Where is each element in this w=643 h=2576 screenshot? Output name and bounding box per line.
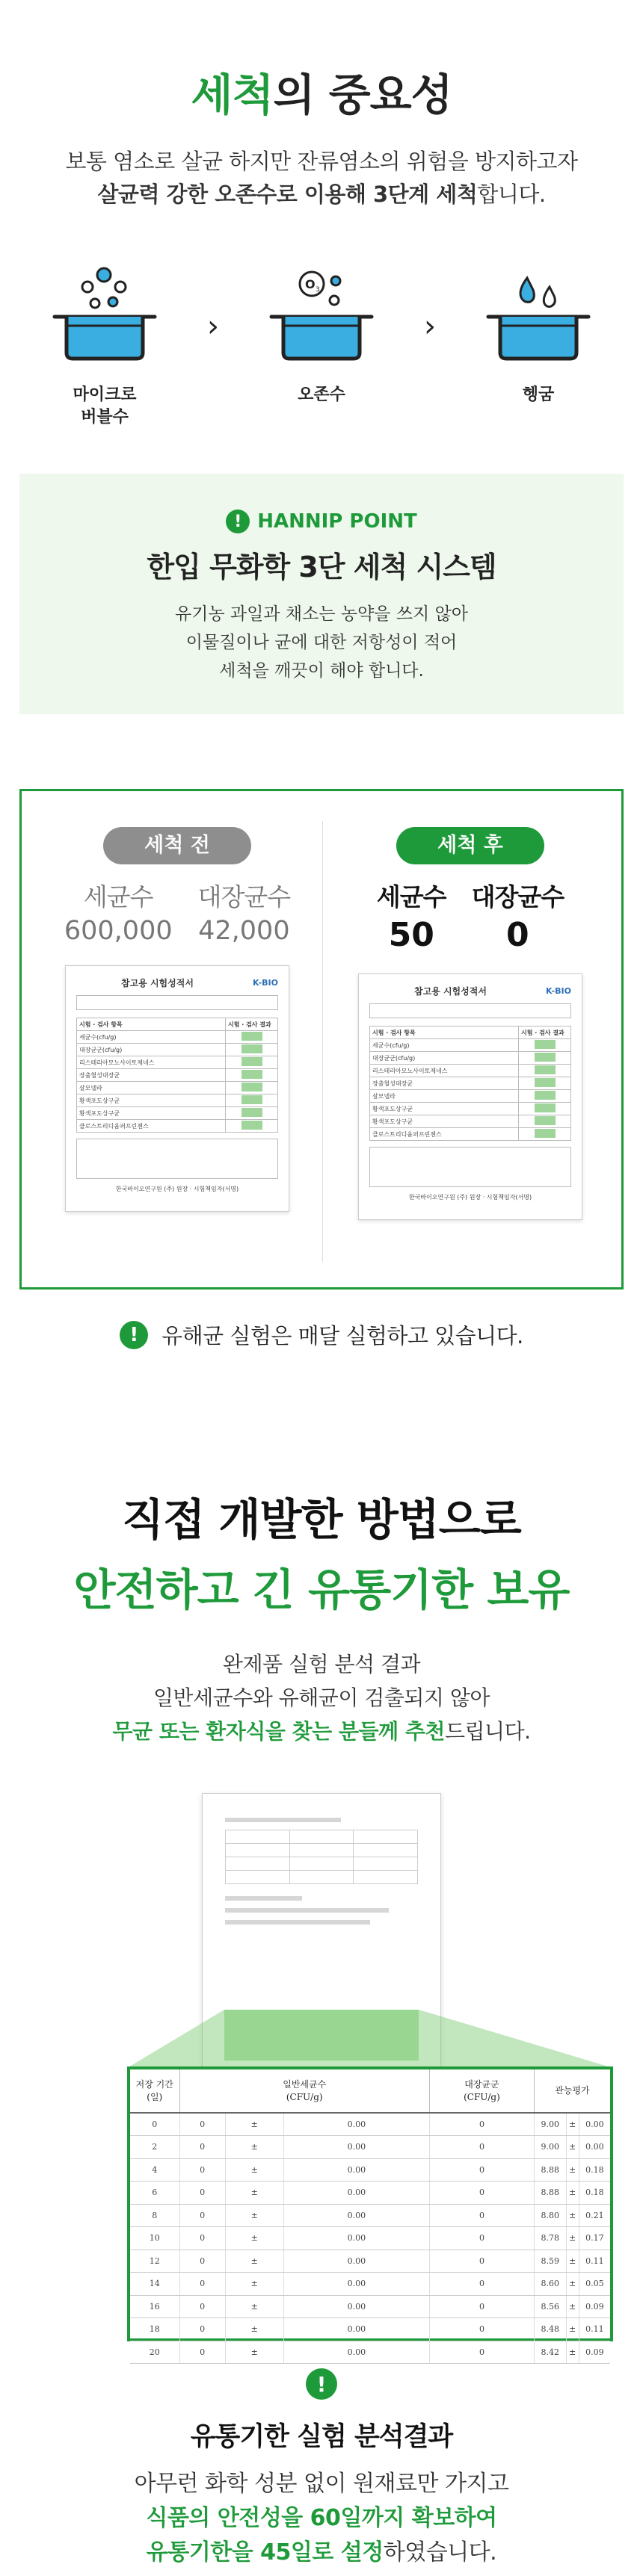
table-cell: 0.00 bbox=[283, 2318, 429, 2341]
table-cell: 8.78 bbox=[534, 2227, 566, 2250]
report-notes bbox=[369, 1147, 571, 1187]
table-cell: 0 bbox=[179, 2158, 225, 2182]
report-item: 황색포도상구균 bbox=[77, 1095, 226, 1107]
table-cell: 0 bbox=[179, 2204, 225, 2227]
shelf-life-table-zoom bbox=[127, 2066, 613, 2357]
table-cell: 0.00 bbox=[283, 2273, 429, 2296]
shelf-life-result bbox=[0, 2368, 643, 2570]
table-cell: 0 bbox=[429, 2318, 534, 2341]
table-cell: ± bbox=[225, 2204, 283, 2227]
result-swatch bbox=[241, 1057, 262, 1066]
table-cell: ± bbox=[566, 2227, 579, 2250]
report-item: 황색포도상구균 bbox=[77, 1107, 226, 1120]
hannip-point-title bbox=[226, 510, 417, 533]
count-value: 600,000 bbox=[64, 916, 173, 946]
table-cell: 0.00 bbox=[283, 2113, 429, 2136]
chevron-right-icon: › bbox=[207, 309, 219, 344]
table-cell: 0.00 bbox=[283, 2158, 429, 2182]
intro-line-2-bold: 살균력 강한 오존수로 이용해 3단계 세척 bbox=[97, 182, 478, 207]
table-cell: 0.00 bbox=[283, 2250, 429, 2273]
report-row bbox=[370, 1090, 571, 1103]
report-result bbox=[519, 1065, 571, 1077]
table-cell: 0 bbox=[429, 2227, 534, 2250]
report-title: 참고용 시험성적서 bbox=[121, 978, 194, 988]
table-cell: ± bbox=[566, 2136, 579, 2159]
table-cell: 8 bbox=[130, 2204, 179, 2227]
table-cell: 0.11 bbox=[579, 2250, 610, 2273]
wash-steps bbox=[37, 264, 606, 429]
table-cell: 20 bbox=[130, 2341, 179, 2364]
table-cell: ± bbox=[225, 2158, 283, 2182]
highlight-area bbox=[224, 2010, 419, 2061]
table-cell: 8.60 bbox=[534, 2273, 566, 2296]
count-item bbox=[377, 878, 446, 954]
intro-line-3-highlight: 무균 또는 환자식을 찾는 분들께 추천 bbox=[112, 1719, 445, 1744]
table-row bbox=[130, 2273, 610, 2296]
title-rest: 의 중요성 bbox=[273, 69, 452, 120]
report-row bbox=[77, 1095, 278, 1107]
exclamation-icon: ! bbox=[226, 510, 250, 533]
table-cell: 0 bbox=[179, 2182, 225, 2205]
result-swatch bbox=[241, 1070, 262, 1079]
count-item bbox=[472, 878, 564, 954]
table-cell: ± bbox=[566, 2273, 579, 2296]
step-ozone bbox=[254, 264, 389, 406]
table-cell: 8.48 bbox=[534, 2318, 566, 2341]
table-row bbox=[130, 2182, 610, 2205]
before-column bbox=[43, 827, 312, 1212]
ozone-pot-icon bbox=[265, 264, 378, 369]
intro-line-1: 완제품 실험 분석 결과 bbox=[222, 1652, 421, 1676]
result-swatch bbox=[535, 1078, 556, 1087]
report-result bbox=[226, 1031, 278, 1044]
report-item: 클로스트리디움퍼프린젠스 bbox=[370, 1128, 519, 1141]
table-cell: 0 bbox=[429, 2204, 534, 2227]
report-result bbox=[226, 1056, 278, 1069]
count-label: 대장균수 bbox=[197, 882, 291, 911]
table-row bbox=[130, 2318, 610, 2341]
report-row bbox=[370, 1052, 571, 1065]
table-cell: 0 bbox=[179, 2227, 225, 2250]
table-cell: ± bbox=[225, 2113, 283, 2136]
report-row bbox=[370, 1065, 571, 1077]
microbubble-pot-icon bbox=[49, 264, 161, 369]
report-item: 장출혈성대장균 bbox=[77, 1069, 226, 1082]
count-item bbox=[198, 878, 291, 946]
after-counts bbox=[336, 878, 605, 954]
table-cell: 0 bbox=[179, 2136, 225, 2159]
result-line-2: 식품의 안전성을 60일까지 확보하여 bbox=[146, 2505, 497, 2531]
report-table bbox=[369, 1026, 571, 1141]
hannip-point-label: HANNIP POINT bbox=[257, 510, 417, 533]
notice-text: 유해균 실험은 매달 실험하고 있습니다. bbox=[161, 1323, 523, 1349]
result-swatch bbox=[241, 1108, 262, 1117]
table-row bbox=[130, 2158, 610, 2182]
svg-text:O: O bbox=[305, 277, 316, 291]
shelf-life-section bbox=[0, 1484, 643, 2357]
result-swatch bbox=[535, 1053, 556, 1062]
table-cell: 0 bbox=[429, 2250, 534, 2273]
table-cell: 0 bbox=[429, 2113, 534, 2136]
report-result bbox=[519, 1090, 571, 1103]
report-header bbox=[76, 976, 278, 989]
step-label: 오존수 bbox=[298, 386, 345, 404]
report-item: 황색포도상구균 bbox=[370, 1115, 519, 1128]
result-line-3-tail: 하였습니다. bbox=[383, 2539, 497, 2566]
report-rows bbox=[370, 1039, 571, 1141]
table-cell: 9.00 bbox=[534, 2113, 566, 2136]
intro-text bbox=[0, 145, 643, 211]
count-value: 42,000 bbox=[198, 916, 290, 946]
shelf-life-table bbox=[130, 2069, 610, 2364]
shelf-life-document bbox=[0, 1793, 643, 2357]
report-result bbox=[226, 1044, 278, 1056]
section-title-line-1: 직접 개발한 방법으로 bbox=[122, 1494, 521, 1545]
shelf-life-rows bbox=[130, 2113, 610, 2364]
report-row bbox=[77, 1056, 278, 1069]
table-row bbox=[130, 2113, 610, 2136]
table-cell: 0 bbox=[179, 2273, 225, 2296]
step-label: 마이크로 버블수 bbox=[73, 386, 137, 427]
before-after-comparison bbox=[19, 789, 624, 1289]
header-days: 저장 기간 (일) bbox=[130, 2069, 179, 2113]
divider bbox=[322, 821, 323, 1262]
report-row bbox=[77, 1044, 278, 1056]
count-value: 50 bbox=[388, 916, 434, 954]
table-cell: 0.00 bbox=[579, 2136, 610, 2159]
report-item: 세균수(cfu/g) bbox=[77, 1031, 226, 1044]
result-title: 유통기한 실험 분석결과 bbox=[190, 2422, 453, 2452]
report-result bbox=[519, 1128, 571, 1141]
table-cell: 8.56 bbox=[534, 2295, 566, 2318]
report-col-result: 시험 · 검사 결과 bbox=[226, 1018, 278, 1031]
table-cell: ± bbox=[225, 2182, 283, 2205]
count-label: 세균수 bbox=[376, 882, 446, 911]
table-row bbox=[130, 2227, 610, 2250]
result-swatch bbox=[535, 1116, 556, 1125]
section-title-line-2: 안전하고 긴 유통기한 보유 bbox=[73, 1564, 570, 1615]
intro-line-1: 보통 염소로 살균 하지만 잔류염소의 위험을 방지하고자 bbox=[65, 149, 578, 174]
report-item: 세균수(cfu/g) bbox=[370, 1039, 519, 1052]
step-microbubble bbox=[37, 264, 172, 429]
table-cell: 0.00 bbox=[283, 2204, 429, 2227]
report-meta bbox=[76, 995, 278, 1010]
report-col-item: 시험 · 검사 항목 bbox=[77, 1018, 226, 1031]
header-sensory: 관능평가 bbox=[534, 2069, 610, 2113]
report-result bbox=[226, 1082, 278, 1095]
intro-line-3-tail: 드립니다. bbox=[444, 1719, 531, 1744]
step-label: 헹굼 bbox=[522, 386, 555, 404]
table-cell: 18 bbox=[130, 2318, 179, 2341]
report-row bbox=[77, 1069, 278, 1082]
kbio-logo: K-BIO bbox=[253, 978, 278, 988]
header-coliform: 대장균군 (CFU/g) bbox=[429, 2069, 534, 2113]
table-cell: 0 bbox=[429, 2273, 534, 2296]
report-title: 참고용 시험성적서 bbox=[414, 986, 487, 997]
report-result bbox=[519, 1103, 571, 1115]
report-result bbox=[226, 1120, 278, 1133]
table-cell: 8.88 bbox=[534, 2158, 566, 2182]
report-header bbox=[369, 985, 571, 997]
table-cell: 16 bbox=[130, 2295, 179, 2318]
test-report-after bbox=[358, 973, 582, 1220]
table-cell: ± bbox=[225, 2341, 283, 2364]
table-cell: ± bbox=[566, 2341, 579, 2364]
table-cell: 8.88 bbox=[534, 2182, 566, 2205]
before-counts bbox=[43, 878, 312, 946]
report-item: 살모넬라 bbox=[77, 1082, 226, 1095]
table-cell: ± bbox=[566, 2158, 579, 2182]
count-value: 0 bbox=[506, 916, 529, 954]
result-swatch bbox=[241, 1121, 262, 1130]
table-cell: 0.18 bbox=[579, 2158, 610, 2182]
after-column bbox=[336, 827, 605, 1220]
table-cell: 0 bbox=[429, 2158, 534, 2182]
table-cell: 0 bbox=[179, 2250, 225, 2273]
report-notes bbox=[76, 1139, 278, 1179]
report-row bbox=[370, 1115, 571, 1128]
result-swatch bbox=[535, 1103, 556, 1112]
table-cell: 4 bbox=[130, 2158, 179, 2182]
section-title bbox=[0, 60, 643, 123]
table-cell: ± bbox=[225, 2250, 283, 2273]
table-cell: 0 bbox=[130, 2113, 179, 2136]
report-result bbox=[519, 1115, 571, 1128]
report-row bbox=[370, 1077, 571, 1090]
table-cell: 0.17 bbox=[579, 2227, 610, 2250]
table-cell: 0 bbox=[179, 2295, 225, 2318]
table-cell: 6 bbox=[130, 2182, 179, 2205]
title-highlight: 세척 bbox=[191, 69, 274, 120]
result-line-3-highlight: 유통기한을 45일로 설정 bbox=[146, 2539, 384, 2566]
table-cell: 2 bbox=[130, 2136, 179, 2159]
report-item: 황색포도상구균 bbox=[370, 1103, 519, 1115]
table-cell: 0.09 bbox=[579, 2341, 610, 2364]
hannip-body: 유기농 과일과 채소는 농약을 쓰지 않아 이물질이나 균에 대한 저항성이 적어 세척을 깨끗이 해야 합니다. bbox=[174, 604, 469, 681]
table-cell: ± bbox=[225, 2295, 283, 2318]
table-row bbox=[130, 2136, 610, 2159]
table-cell: ± bbox=[566, 2250, 579, 2273]
table-row bbox=[130, 2295, 610, 2318]
table-cell: ± bbox=[225, 2227, 283, 2250]
table-cell: 0.00 bbox=[283, 2295, 429, 2318]
report-row bbox=[77, 1082, 278, 1095]
report-row bbox=[370, 1103, 571, 1115]
result-swatch bbox=[241, 1032, 262, 1041]
table-cell: 0.00 bbox=[283, 2227, 429, 2250]
washing-importance-section bbox=[0, 0, 643, 429]
report-result bbox=[519, 1052, 571, 1065]
monthly-test-notice bbox=[0, 1319, 643, 1350]
table-cell: 0.11 bbox=[579, 2318, 610, 2341]
report-item: 대장균군(cfu/g) bbox=[77, 1044, 226, 1056]
table-cell: ± bbox=[225, 2273, 283, 2296]
table-cell: 8.80 bbox=[534, 2204, 566, 2227]
table-cell: 0 bbox=[429, 2295, 534, 2318]
result-swatch bbox=[241, 1044, 262, 1053]
test-report-before bbox=[65, 965, 289, 1212]
report-table bbox=[76, 1018, 278, 1133]
report-signature: 한국바이오연구원 (주) 원장 · 시험책임자(서명) bbox=[408, 1194, 532, 1201]
rinse-pot-icon bbox=[482, 264, 594, 369]
report-row bbox=[77, 1120, 278, 1133]
kbio-logo: K-BIO bbox=[546, 986, 571, 996]
report-signature: 한국바이오연구원 (주) 원장 · 시험책임자(서명) bbox=[115, 1186, 239, 1192]
table-row bbox=[130, 2341, 610, 2364]
report-meta bbox=[369, 1003, 571, 1018]
table-cell: 0 bbox=[429, 2182, 534, 2205]
report-item: 대장균군(cfu/g) bbox=[370, 1052, 519, 1065]
table-cell: ± bbox=[566, 2204, 579, 2227]
header-bacteria: 일반세균수 (CFU/g) bbox=[179, 2069, 429, 2113]
table-cell: ± bbox=[566, 2295, 579, 2318]
table-cell: 14 bbox=[130, 2273, 179, 2296]
table-cell: 0.18 bbox=[579, 2182, 610, 2205]
table-cell: 0.00 bbox=[283, 2341, 429, 2364]
table-cell: 0 bbox=[429, 2341, 534, 2364]
table-cell: ± bbox=[225, 2318, 283, 2341]
table-cell: 10 bbox=[130, 2227, 179, 2250]
exclamation-icon: ! bbox=[306, 2368, 337, 2400]
table-cell: 0 bbox=[429, 2136, 534, 2159]
table-cell: ± bbox=[566, 2318, 579, 2341]
shelf-life-intro bbox=[0, 1647, 643, 1748]
report-rows bbox=[77, 1031, 278, 1133]
result-swatch bbox=[535, 1040, 556, 1049]
svg-text:3: 3 bbox=[316, 286, 320, 294]
report-result bbox=[519, 1039, 571, 1052]
table-cell: ± bbox=[566, 2113, 579, 2136]
exclamation-icon: ! bbox=[120, 1321, 148, 1349]
report-col-item: 시험 · 검사 항목 bbox=[370, 1027, 519, 1039]
before-badge: 세척 전 bbox=[103, 827, 251, 864]
hannip-point-box bbox=[19, 474, 624, 714]
after-badge: 세척 후 bbox=[396, 827, 544, 864]
result-body bbox=[0, 2467, 643, 2570]
table-cell: 0.00 bbox=[579, 2113, 610, 2136]
table-cell: 0.21 bbox=[579, 2204, 610, 2227]
intro-line-2-tail: 합니다. bbox=[477, 182, 546, 207]
report-row bbox=[77, 1031, 278, 1044]
result-swatch bbox=[535, 1129, 556, 1138]
report-item: 장출혈성대장균 bbox=[370, 1077, 519, 1090]
table-cell: 0 bbox=[179, 2341, 225, 2364]
report-item: 살모넬라 bbox=[370, 1090, 519, 1103]
result-line-1: 아무런 화학 성분 없이 원재료만 가지고 bbox=[134, 2471, 509, 2497]
report-result bbox=[519, 1077, 571, 1090]
count-item bbox=[64, 878, 173, 946]
report-row bbox=[370, 1128, 571, 1141]
intro-line-2: 일반세균수와 유해균이 검출되지 않아 bbox=[153, 1685, 490, 1710]
table-cell: 0.09 bbox=[579, 2295, 610, 2318]
result-swatch bbox=[535, 1091, 556, 1100]
table-cell: 8.42 bbox=[534, 2341, 566, 2364]
report-result bbox=[226, 1069, 278, 1082]
report-item: 리스테리아모노사이토제네스 bbox=[370, 1065, 519, 1077]
report-item: 리스테리아모노사이토제네스 bbox=[77, 1056, 226, 1069]
table-cell: 12 bbox=[130, 2250, 179, 2273]
table-cell: 9.00 bbox=[534, 2136, 566, 2159]
table-row bbox=[130, 2250, 610, 2273]
report-result bbox=[226, 1095, 278, 1107]
count-label: 세균수 bbox=[83, 882, 153, 911]
table-cell: 0 bbox=[179, 2318, 225, 2341]
table-cell: ± bbox=[566, 2182, 579, 2205]
report-item: 클로스트리디움퍼프린젠스 bbox=[77, 1120, 226, 1133]
table-cell: 8.59 bbox=[534, 2250, 566, 2273]
table-cell: 0.05 bbox=[579, 2273, 610, 2296]
report-row bbox=[370, 1039, 571, 1052]
report-row bbox=[77, 1107, 278, 1120]
table-row bbox=[130, 2204, 610, 2227]
hannip-headline: 한입 무화학 3단 세척 시스템 bbox=[147, 551, 496, 583]
report-result bbox=[226, 1107, 278, 1120]
table-cell: 0.00 bbox=[283, 2136, 429, 2159]
result-swatch bbox=[241, 1095, 262, 1104]
table-cell: ± bbox=[225, 2136, 283, 2159]
step-rinse bbox=[471, 264, 606, 406]
result-swatch bbox=[535, 1065, 556, 1074]
count-label: 대장균수 bbox=[471, 882, 564, 911]
chevron-right-icon: › bbox=[424, 309, 436, 344]
result-swatch bbox=[241, 1083, 262, 1092]
report-col-result: 시험 · 검사 결과 bbox=[519, 1027, 571, 1039]
table-cell: 0.00 bbox=[283, 2182, 429, 2205]
table-cell: 0 bbox=[179, 2113, 225, 2136]
